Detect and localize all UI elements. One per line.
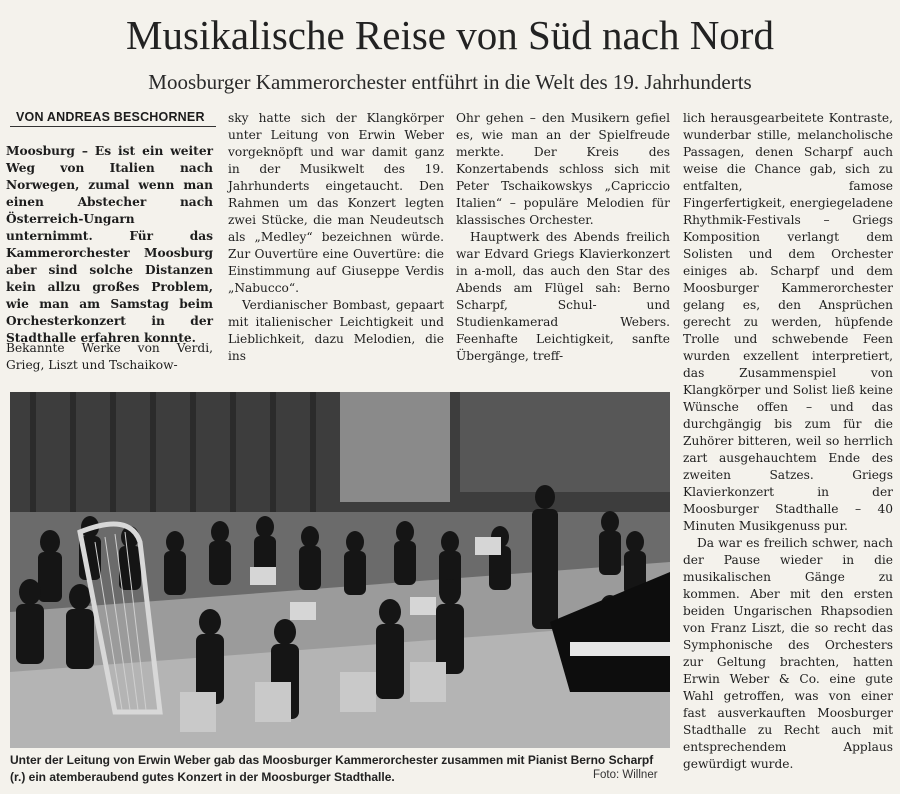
byline: VON ANDREAS BESCHORNER	[10, 110, 216, 127]
article-paragraph: Verdianischer Bombast, gepaart mit italienischer Leichtigkeit und Lieblichkeit, dazu Melodien, die ins	[228, 298, 444, 363]
photo-credit: Foto: Willner	[593, 769, 658, 781]
article-paragraph: Ohr gehen – den Musikern gefiel es, wie man an der Spielfreude merkte. Der Kreis des Konzertabends schloss sich mit Peter Tschaikowskys „Capriccio Italien“ – populäre Melodien für klassisches Orchester.	[456, 111, 670, 227]
article-column-3	[456, 110, 670, 365]
subheadline: Moosburger Kammerorchester entführt in die Welt des 19. Jahrhunderts	[148, 70, 752, 94]
article-paragraph: sky hatte sich der Klangkörper unter Leitung von Erwin Weber vorgeknöpft und war damit ganz in der Musikwelt des 19. Jahrhunderts eingetaucht. Den Rahmen um das Konzert legten zwei Stücke, die man Neudeutsch als „Medley“ bezeichnen würde. Zur Ouvertüre eine Ouvertüre: die Einstimmung auf Giuseppe Verdis „Nabucco“.	[228, 111, 444, 295]
article-paragraph: Da war es freilich schwer, nach der Pause wieder in die musikalischen Gänge zu kommen. Aber mit den ersten beiden Ungarischen Rhapsodien von Franz Liszt, die so recht das Symphonische des Orchesters zur Geltung brachten, hatten Erwin Weber & Co. eine gute Wahl getroffen, was von einer fast ausverkauften Moosburger Stadthalle zu Recht auch mit entsprechendem Applaus gewürdigt wurde.	[683, 536, 893, 771]
photo-caption: Unter der Leitung von Erwin Weber gab das Moosburger Kammerorchester zusammen mit Pianist Berno Scharpf (r.) ein atemberaubend gutes Konzert in der Moosburger Stadthalle.	[10, 753, 654, 784]
article-lead-column	[6, 143, 213, 347]
orchestra-photo-image	[10, 392, 670, 748]
article-column-1	[6, 340, 213, 374]
article-column-4	[683, 110, 893, 773]
article-paragraph: Bekannte Werke von Verdi, Grieg, Liszt und Tschaikow-	[6, 341, 213, 372]
article-lead: Moosburg – Es ist ein weiter Weg von Italien nach Norwegen, zumal wenn man einen Abstecher nach Österreich-Ungarn unternimmt. Für das Kammerorchester Moosburg aber sind solche Distanzen kein allzu großes Problem, wie man am Samstag beim Orchesterkonzert in der Stadthalle erfahren konnte.	[6, 144, 213, 345]
article-column-2	[228, 110, 444, 365]
article-paragraph: Hauptwerk des Abends freilich war Edvard Griegs Klavierkonzert in a-moll, das auch den Star des Abends am Flügel sah: Berno Scharpf, Schul- und Studienkamerad Webers. Feenhafte Leichtigkeit, sanfte Übergänge, treff-	[456, 230, 670, 363]
headline: Musikalische Reise von Süd nach Nord	[126, 12, 774, 58]
article-paragraph: lich herausgearbeitete Kontraste, wunderbar stille, melancholische Passagen, denen Scharpf auch weise die Chance gab, sich zu entfalten, famose Fingerfertigkeit, energiegeladene Rhythmik-Festivals – Griegs Komposition verlangt dem Solisten und dem Orchester einiges ab. Scharpf und dem Moosburger Kammerorchester gelang es, den Ansprüchen gerecht zu werden, hüpfende Trolle und schwebende Feen wurden exzellent interpretiert, das Zusammenspiel von Klangkörper und Solist ließ keine Wünsche offen – und das durchgängig bis zum für die Zuhörer bitteren, weil so herrlich zart ausgehauchtem Ende des zweiten Satzes. Griegs Klavierkonzert in der Moosburger Stadthalle – 40 Minuten Musikgenuss pur.	[683, 111, 893, 533]
orchestra-photo	[10, 392, 670, 748]
